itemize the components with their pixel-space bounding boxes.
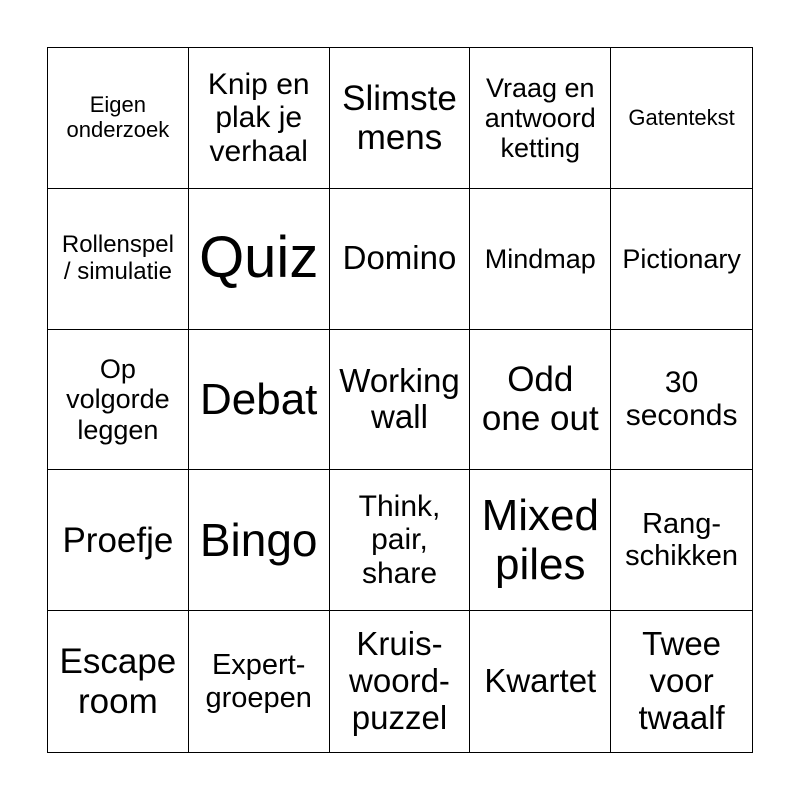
cell-label: Eigen onderzoek (66, 92, 170, 142)
bingo-cell[interactable] (48, 611, 189, 752)
bingo-cell[interactable] (330, 470, 471, 611)
cell-label: Kruis- woord- puzzel (349, 625, 450, 737)
cell-label: Rang- schikken (625, 507, 738, 573)
cell-label: Rollenspel / simulatie (61, 230, 174, 285)
cell-label: Escape room (59, 642, 177, 721)
bingo-cell[interactable] (470, 189, 611, 330)
cell-label: Domino (342, 239, 457, 277)
cell-label: Kwartet (484, 662, 597, 700)
cell-label: Pictionary (622, 243, 741, 274)
bingo-cell[interactable] (470, 470, 611, 611)
cell-label: Proefje (62, 520, 174, 560)
cell-label: Expert- groepen (205, 649, 312, 714)
bingo-board (47, 47, 753, 753)
cell-label: Mixed piles (481, 491, 599, 590)
cell-label: Odd one out (481, 360, 599, 439)
cell-label: Vraag en antwoord ketting (484, 72, 596, 164)
cell-label: Mindmap (484, 243, 596, 274)
bingo-cell[interactable] (330, 330, 471, 471)
bingo-cell[interactable] (470, 330, 611, 471)
bingo-cell[interactable] (48, 330, 189, 471)
bingo-cell[interactable] (611, 48, 752, 189)
bingo-cell[interactable] (189, 470, 330, 611)
cell-label: Bingo (199, 513, 318, 566)
bingo-cell[interactable] (470, 48, 611, 189)
bingo-cell[interactable] (470, 611, 611, 752)
bingo-cell[interactable] (189, 330, 330, 471)
bingo-cell[interactable] (611, 330, 752, 471)
cell-label: Gatentekst (628, 104, 735, 130)
bingo-cell[interactable] (330, 189, 471, 330)
cell-label: Think, pair, share (358, 489, 441, 591)
cell-label: Knip en plak je verhaal (207, 67, 310, 168)
bingo-cell[interactable] (611, 611, 752, 752)
cell-label: Slimste mens (342, 78, 457, 157)
bingo-cell[interactable] (189, 189, 330, 330)
bingo-cell[interactable] (48, 189, 189, 330)
cell-label: Twee voor twaalf (638, 625, 725, 737)
bingo-cell[interactable] (611, 189, 752, 330)
bingo-cell[interactable] (189, 611, 330, 752)
bingo-cell[interactable] (611, 470, 752, 611)
cell-label: Debat (199, 374, 318, 424)
bingo-cell[interactable] (48, 470, 189, 611)
cell-label: Working wall (339, 361, 460, 436)
bingo-cell[interactable] (48, 48, 189, 189)
bingo-cell[interactable] (189, 48, 330, 189)
cell-label: 30 seconds (625, 365, 738, 433)
bingo-cell[interactable] (330, 611, 471, 752)
bingo-cell[interactable] (330, 48, 471, 189)
cell-label: Op volgorde leggen (66, 354, 170, 445)
cell-label: Quiz (199, 225, 319, 291)
